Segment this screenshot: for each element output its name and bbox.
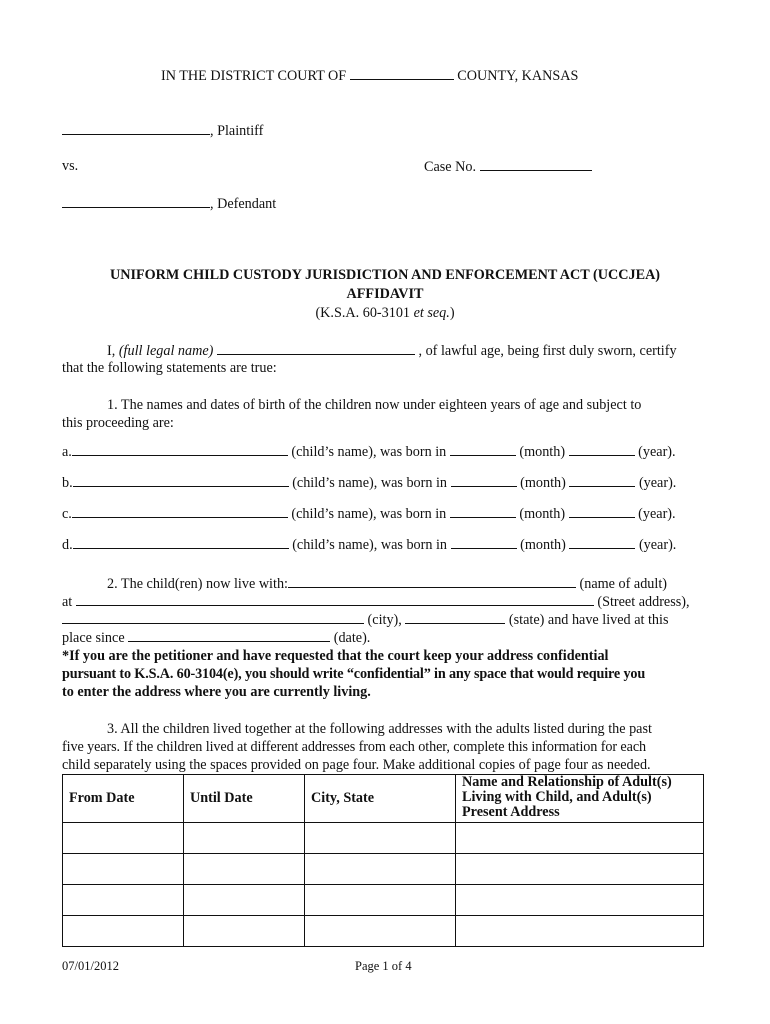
statute-suffix: )	[449, 305, 455, 321]
city-state-cell[interactable]	[305, 885, 456, 916]
child-row-letter: b.	[62, 475, 73, 491]
city-label: (city),	[367, 612, 402, 628]
until-date-cell[interactable]	[184, 916, 305, 947]
birth-year-field[interactable]	[569, 442, 635, 456]
birth-year-field[interactable]	[569, 535, 635, 549]
section3-line2: five years. If the children lived at different addresses from each other, complete this information for each	[62, 739, 647, 755]
birth-year-field[interactable]	[569, 504, 635, 518]
county-field[interactable]	[350, 66, 454, 80]
adult-info-header	[456, 775, 704, 823]
table-row	[63, 916, 704, 947]
city-state-cell[interactable]	[305, 823, 456, 854]
section1-line1: 1. The names and dates of birth of the children now under eighteen years of age and subject to	[107, 397, 642, 413]
child-row	[62, 473, 676, 492]
at-label: at	[62, 594, 73, 610]
live-with-label: 2. The child(ren) now live with:	[107, 576, 288, 592]
child-row	[62, 535, 676, 554]
intro-line2: that the following statements are true:	[62, 360, 277, 376]
confidential-notice-line2: pursuant to K.S.A. 60-3104(e), you should write “confidential” in any space that would require you	[62, 666, 646, 682]
year-label: (year).	[638, 444, 676, 460]
full-name-field[interactable]	[217, 341, 415, 355]
court-suffix: COUNTY, KANSAS	[457, 68, 579, 84]
table-row	[63, 885, 704, 916]
since-date-field[interactable]	[128, 628, 330, 642]
month-label: (month)	[520, 537, 566, 553]
child-row	[62, 504, 676, 523]
adult-info-cell[interactable]	[456, 854, 704, 885]
street-label: (Street address),	[597, 594, 690, 610]
from-date-cell[interactable]	[63, 885, 184, 916]
child-name-field[interactable]	[72, 504, 288, 518]
court-prefix: IN THE DISTRICT COURT OF	[161, 68, 347, 84]
child-row-letter: a.	[62, 444, 72, 460]
childs-name-label: (child’s name), was born in	[292, 475, 448, 491]
confidential-notice-line1: *If you are the petitioner and have requested that the court keep your address confidential	[62, 648, 609, 664]
until-date-cell[interactable]	[184, 885, 305, 916]
document-subtitle: AFFIDAVIT	[346, 286, 424, 302]
street-address-field[interactable]	[76, 592, 594, 606]
until-date-header-text: Until Date	[190, 790, 253, 806]
until-date-header	[184, 775, 305, 823]
table-row	[63, 854, 704, 885]
address-history-table	[62, 774, 704, 947]
table-row	[63, 823, 704, 854]
until-date-cell[interactable]	[184, 854, 305, 885]
from-date-cell[interactable]	[63, 823, 184, 854]
adult-header-line3: Present Address	[462, 804, 560, 820]
birth-year-field[interactable]	[569, 473, 635, 487]
defendant-label: , Defendant	[210, 196, 277, 212]
month-label: (month)	[519, 444, 566, 460]
case-no-label: Case No.	[424, 159, 477, 175]
section2-line4	[62, 628, 370, 647]
adult-header-line1: Name and Relationship of Adult(s)	[462, 774, 672, 790]
full-name-label: (full legal name)	[118, 343, 214, 359]
city-state-cell[interactable]	[305, 854, 456, 885]
until-date-cell[interactable]	[184, 823, 305, 854]
place-since-label: place since	[62, 630, 125, 646]
footer-date: 07/01/2012	[62, 959, 119, 973]
birth-month-field[interactable]	[451, 535, 517, 549]
childs-name-label: (child’s name), was born in	[291, 444, 447, 460]
child-row-letter: d.	[62, 537, 73, 553]
statute-italic: et seq.	[413, 305, 450, 321]
plaintiff-line	[62, 121, 263, 140]
plaintiff-label: , Plaintiff	[210, 123, 264, 139]
city-field[interactable]	[62, 610, 364, 624]
court-heading	[161, 66, 578, 85]
birth-month-field[interactable]	[450, 442, 516, 456]
child-name-field[interactable]	[72, 442, 288, 456]
state-field[interactable]	[405, 610, 505, 624]
footer-page-number: Page 1 of 4	[355, 959, 412, 973]
case-number-field[interactable]	[480, 157, 592, 171]
from-date-cell[interactable]	[63, 854, 184, 885]
birth-month-field[interactable]	[451, 473, 517, 487]
section2-line2	[62, 592, 690, 611]
lawful-age-text: , of lawful age, being first duly sworn, certify	[418, 343, 677, 359]
from-date-header	[63, 775, 184, 823]
city-state-cell[interactable]	[305, 916, 456, 947]
year-label: (year).	[638, 475, 677, 491]
statute-prefix: (K.S.A. 60-3101	[315, 305, 414, 321]
date-label: (date).	[333, 630, 371, 646]
from-date-cell[interactable]	[63, 916, 184, 947]
section3-line3: child separately using the spaces provided on page four. Make additional copies of page four as needed.	[62, 757, 651, 773]
section1-line2: this proceeding are:	[62, 415, 174, 431]
intro-line	[107, 341, 677, 360]
intro-i-label: I,	[107, 343, 119, 359]
month-label: (month)	[519, 506, 566, 522]
month-label: (month)	[520, 475, 566, 491]
adult-header-line2: Living with Child, and Adult(s)	[462, 789, 652, 805]
adult-name-field[interactable]	[288, 574, 576, 588]
vs-label: vs.	[62, 158, 79, 174]
childs-name-label: (child’s name), was born in	[291, 506, 447, 522]
defendant-field[interactable]	[62, 194, 210, 208]
name-of-adult-label: (name of adult)	[579, 576, 667, 592]
case-number-line	[424, 157, 592, 176]
childs-name-label: (child’s name), was born in	[292, 537, 448, 553]
statute-reference	[0, 304, 770, 322]
city-state-header-text: City, State	[311, 790, 375, 806]
section2-line3	[62, 610, 668, 629]
adult-info-cell[interactable]	[456, 823, 704, 854]
table-header-row	[63, 775, 704, 823]
child-name-field[interactable]	[73, 473, 289, 487]
child-row-letter: c.	[62, 506, 72, 522]
plaintiff-field[interactable]	[62, 121, 210, 135]
from-date-header-text: From Date	[69, 790, 135, 806]
section3-line1: 3. All the children lived together at the following addresses with the adults listed during the past	[107, 721, 652, 737]
city-state-header	[305, 775, 456, 823]
confidential-notice-line3: to enter the address where you are currently living.	[62, 684, 371, 700]
birth-month-field[interactable]	[450, 504, 516, 518]
adult-info-cell[interactable]	[456, 916, 704, 947]
adult-info-cell[interactable]	[456, 885, 704, 916]
state-label: (state) and have lived at this	[508, 612, 669, 628]
child-row	[62, 442, 676, 461]
child-name-field[interactable]	[73, 535, 289, 549]
document-title: UNIFORM CHILD CUSTODY JURISDICTION AND ENFORCEMENT ACT (UCCJEA)	[109, 267, 661, 283]
year-label: (year).	[638, 506, 676, 522]
section2-line1	[107, 574, 667, 593]
year-label: (year).	[638, 537, 677, 553]
defendant-line	[62, 194, 276, 213]
